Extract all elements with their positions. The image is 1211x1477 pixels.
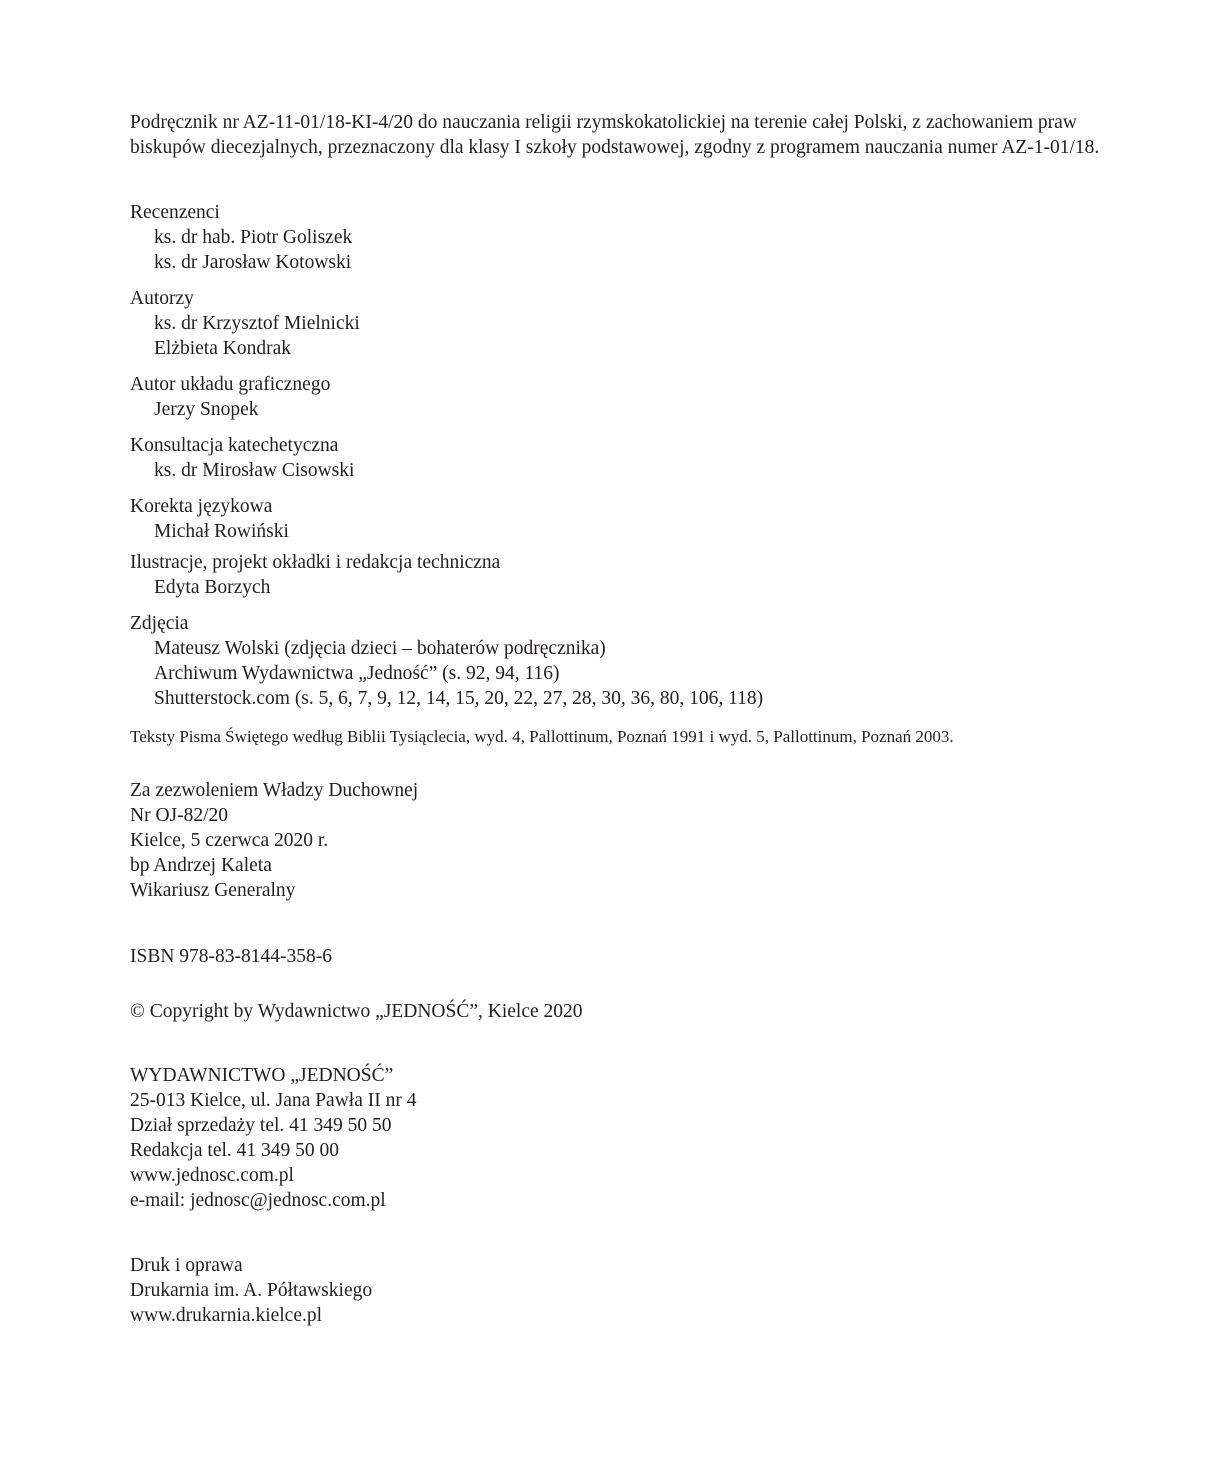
credit-role: Autor układu graficznego	[130, 374, 331, 395]
credit-name: Mateusz Wolski (zdjęcia dzieci – bohaterów podręcznika)	[154, 638, 606, 659]
credit-photos	[130, 611, 1105, 711]
credit-role: Autorzy	[130, 288, 194, 309]
imprint-page	[130, 110, 1105, 1328]
credit-name: Jerzy Snopek	[154, 399, 259, 420]
credit-layout-author	[130, 372, 1105, 422]
publisher-info	[130, 1063, 1105, 1213]
credit-role: Ilustracje, projekt okładki i redakcja techniczna	[130, 552, 501, 573]
credit-name: Michał Rowiński	[154, 521, 289, 542]
textbook-approval-note: Podręcznik nr AZ-11-01/18-KI-4/20 do nauczania religii rzymskokatolickiej na terenie całej Polski, z zachowaniem praw biskupów diecezjalnych, przeznaczony dla klasy I szkoły podstawowej, zgodny z programem nauczania numer AZ-1-01/18.	[130, 112, 1100, 158]
publisher-line: Dział sprzedaży tel. 41 349 50 50	[130, 1115, 392, 1136]
credit-role: Konsultacja katechetyczna	[130, 435, 339, 456]
credit-catechetical-consultation	[130, 433, 1105, 483]
publisher-email: e-mail: jednosc@jednosc.com.pl	[130, 1190, 386, 1211]
printer-info	[130, 1253, 1105, 1328]
approval-line: Kielce, 5 czerwca 2020 r.	[130, 830, 329, 851]
church-approval	[130, 778, 1105, 903]
credit-name: ks. dr Krzysztof Mielnicki	[154, 313, 360, 334]
credit-role: Korekta językowa	[130, 496, 273, 517]
credit-role: Zdjęcia	[130, 613, 189, 634]
isbn: ISBN 978-83-8144-358-6	[130, 946, 333, 967]
publisher-line: WYDAWNICTWO „JEDNOŚĆ”	[130, 1065, 394, 1086]
printer-line: Drukarnia im. A. Półtawskiego	[130, 1280, 373, 1301]
printer-website: www.drukarnia.kielce.pl	[130, 1305, 323, 1326]
credit-reviewers	[130, 200, 1105, 275]
credit-name: Edyta Borzych	[154, 577, 271, 598]
credit-name: ks. dr hab. Piotr Goliszek	[154, 227, 353, 248]
credit-illustrations	[130, 550, 1105, 600]
publisher-line: 25-013 Kielce, ul. Jana Pawła II nr 4	[130, 1090, 417, 1111]
approval-line: Za zezwoleniem Władzy Duchownej	[130, 780, 419, 801]
publisher-website: www.jednosc.com.pl	[130, 1165, 294, 1186]
credit-proofreading	[130, 494, 1105, 544]
credit-name: ks. dr Jarosław Kotowski	[154, 252, 352, 273]
credit-name: Archiwum Wydawnictwa „Jedność” (s. 92, 94, 116)	[154, 663, 560, 684]
publisher-line: Redakcja tel. 41 349 50 00	[130, 1140, 340, 1161]
bible-source-note: Teksty Pisma Świętego według Biblii Tysiąclecia, wyd. 4, Pallottinum, Poznań 1991 i wyd. 5, Pallottinum, Poznań 2003.	[130, 727, 954, 746]
credits-list	[130, 200, 1105, 711]
printer-line: Druk i oprawa	[130, 1255, 243, 1276]
copyright-notice: © Copyright by Wydawnictwo „JEDNOŚĆ”, Kielce 2020	[130, 1001, 583, 1022]
credit-name: Elżbieta Kondrak	[154, 338, 291, 359]
approval-line: Nr OJ-82/20	[130, 805, 229, 826]
approval-line: Wikariusz Generalny	[130, 880, 296, 901]
credit-name: Shutterstock.com (s. 5, 6, 7, 9, 12, 14, 15, 20, 22, 27, 28, 30, 36, 80, 106, 118)	[154, 688, 764, 709]
approval-line: bp Andrzej Kaleta	[130, 855, 272, 876]
credit-role: Recenzenci	[130, 202, 220, 223]
credit-name: ks. dr Mirosław Cisowski	[154, 460, 355, 481]
credit-authors	[130, 286, 1105, 361]
